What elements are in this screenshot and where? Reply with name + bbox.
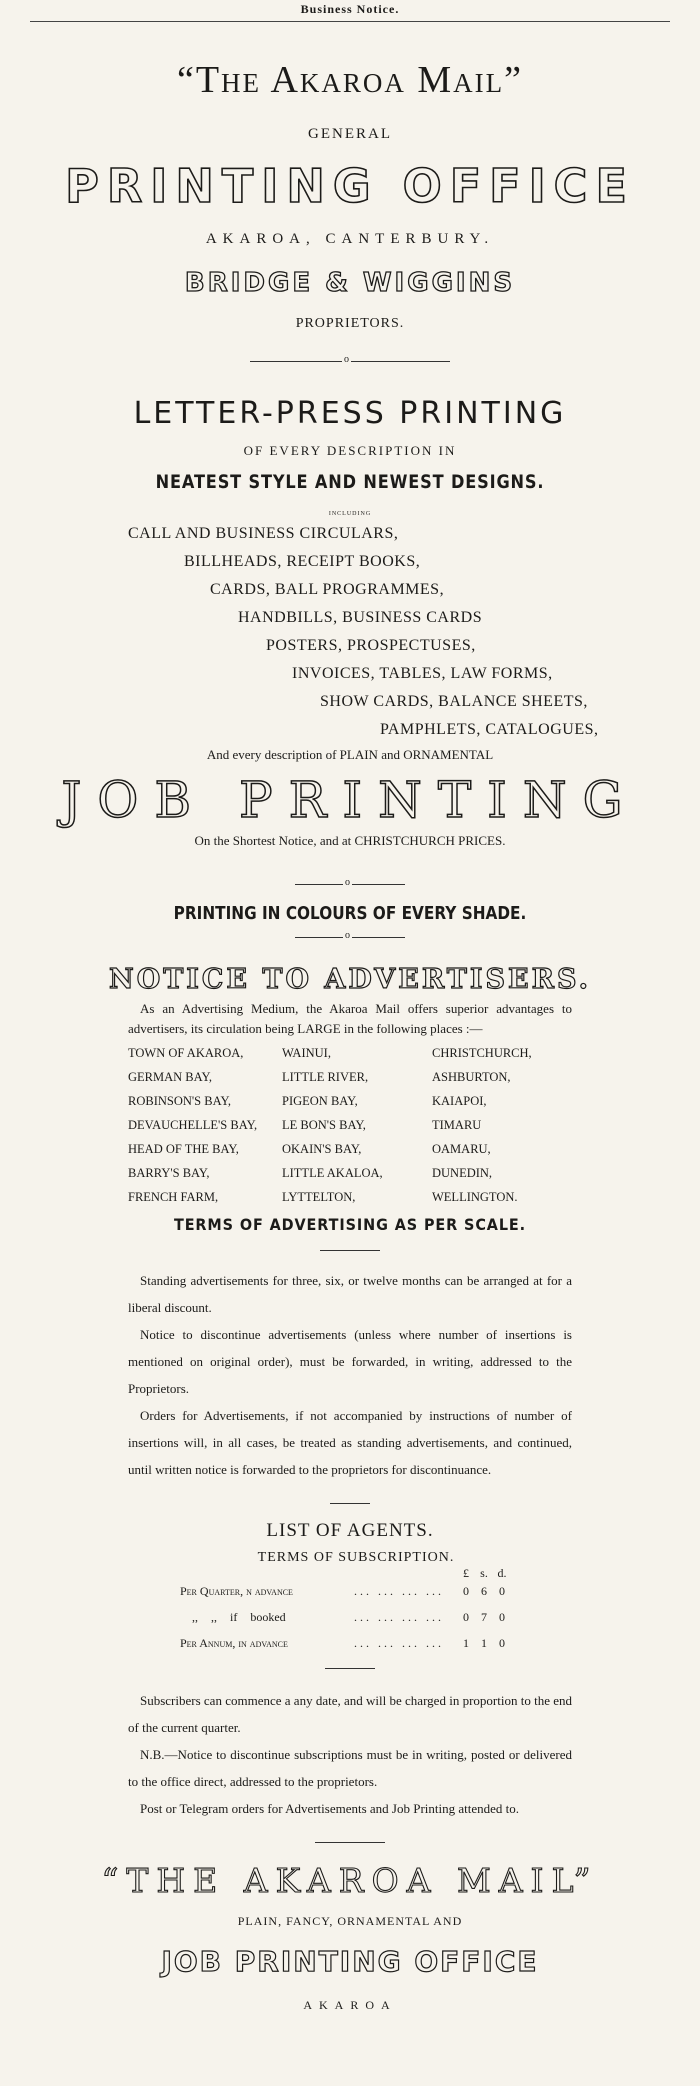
- post-orders-paragraph: Post or Telegram orders for Advertisements and Job Printing attended to.: [140, 1801, 520, 1816]
- page-header: Business Notice.: [300, 2, 400, 16]
- ornamental-rule: [250, 356, 450, 366]
- town-name: WELLINGTON.: [432, 1190, 518, 1204]
- leader-dots: ... ... ... ...: [354, 1636, 444, 1650]
- leader-dots: ... ... ... ...: [354, 1584, 444, 1598]
- footer-paper-title: “THE AKAROA MAIL”: [101, 1861, 599, 1900]
- town-column: [432, 1041, 532, 1209]
- terms-of-advertising: TERMS OF ADVERTISING AS PER SCALE.: [173, 1215, 527, 1234]
- town-name: BARRY'S BAY,: [128, 1166, 210, 1180]
- service-item: HANDBILLS, BUSINESS CARDS: [238, 609, 483, 626]
- pounds-header: £: [463, 1566, 469, 1580]
- rate-row: [180, 1610, 540, 1632]
- rate-label: ,, ,, if booked: [192, 1610, 286, 1624]
- rule-mark: o: [345, 877, 350, 888]
- town-name: CHRISTCHURCH,: [432, 1046, 532, 1060]
- service-item: POSTERS, PROSPECTUSES,: [266, 637, 476, 654]
- rate-shillings: 7: [481, 1610, 487, 1624]
- town-name: WAINUI,: [282, 1046, 331, 1060]
- proprietors-label: PROPRIETORS.: [295, 316, 405, 331]
- footer-place: AKAROA: [303, 1998, 397, 2012]
- town-name: DEVAUCHELLE'S BAY,: [128, 1118, 258, 1132]
- subscribers-paragraph: Subscribers can commence a any date, and will be charged in proportion to the end of the current quarter.: [128, 1693, 572, 1735]
- rate-pence: 0: [499, 1610, 505, 1624]
- colours-line: PRINTING IN COLOURS OF EVERY SHADE.: [173, 903, 527, 924]
- rate-pence: 0: [499, 1636, 505, 1650]
- nb-paragraph: N.B.—Notice to discontinue subscriptions must be in writing, posted or delivered to the office direct, addressed to the proprietors.: [128, 1747, 572, 1789]
- rate-label: Per Annum, in advance: [180, 1636, 288, 1650]
- town-name: ROBINSON'S BAY,: [128, 1094, 231, 1108]
- firm-name: BRIDGE & WIGGINS: [184, 268, 516, 298]
- rate-row: [180, 1636, 540, 1658]
- discontinue-paragraph: Notice to discontinue advertisements (unless where number of insertions is mentioned on original order), must be forwarded, in writing, addressed to the Proprietors.: [128, 1327, 572, 1396]
- shillings-header: s.: [480, 1566, 488, 1580]
- service-item: CARDS, BALL PROGRAMMES,: [210, 581, 445, 598]
- town-name: PIGEON BAY,: [282, 1094, 358, 1108]
- town-name: LITTLE AKALOA,: [282, 1166, 383, 1180]
- rule-mark: o: [344, 354, 349, 365]
- town-name: LE BON'S BAY,: [282, 1118, 366, 1132]
- rate-pounds: 1: [463, 1636, 469, 1650]
- rate-shillings: 1: [481, 1636, 487, 1650]
- letterpress-heading: LETTER-PRESS PRINTING: [133, 396, 567, 431]
- place-line: AKAROA, CANTERBURY.: [205, 231, 495, 247]
- every-description-line: OF EVERY DESCRIPTION IN: [243, 443, 457, 458]
- job-printing-office-heading: JOB PRINTING OFFICE: [161, 1945, 539, 1978]
- service-list: [0, 525, 700, 741]
- printing-office-heading: PRINTING OFFICE: [65, 159, 635, 213]
- ornamental-rule: [295, 879, 405, 889]
- job-printing-heading: JOB PRINTING: [61, 771, 639, 829]
- rate-pence: 0: [499, 1584, 505, 1598]
- rate-pounds: 0: [463, 1584, 469, 1598]
- neatest-style-line: NEATEST STYLE AND NEWEST DESIGNS.: [155, 471, 545, 493]
- section-divider: [325, 1668, 375, 1669]
- pence-header: d.: [497, 1566, 507, 1580]
- town-name: TIMARU: [432, 1118, 482, 1132]
- list-of-agents-heading: LIST OF AGENTS.: [266, 1520, 434, 1541]
- section-divider: [320, 1250, 380, 1251]
- subscription-table: [180, 1566, 540, 1664]
- town-name: LYTTELTON,: [282, 1190, 356, 1204]
- town-name: DUNEDIN,: [432, 1166, 493, 1180]
- terms-of-subscription-heading: TERMS OF SUBSCRIPTION.: [257, 1550, 455, 1565]
- leader-dots: ... ... ... ...: [354, 1610, 444, 1624]
- town-column: [282, 1041, 383, 1209]
- town-list: [128, 1041, 578, 1209]
- shortest-notice-line: On the Shortest Notice, and at CHRISTCHURCH PRICES.: [194, 833, 506, 848]
- every-description-plain: And every description of PLAIN and ORNAMENTAL: [206, 747, 494, 762]
- town-name: GERMAN BAY,: [128, 1070, 213, 1084]
- rate-row: [180, 1584, 540, 1606]
- town-column: [128, 1041, 257, 1209]
- service-item: PAMPHLETS, CATALOGUES,: [380, 721, 599, 738]
- plain-fancy-line: PLAIN, FANCY, ORNAMENTAL AND: [237, 1914, 463, 1928]
- town-name: OKAIN'S BAY,: [282, 1142, 362, 1156]
- town-name: LITTLE RIVER,: [282, 1070, 369, 1084]
- including-label: including: [328, 507, 372, 517]
- town-name: HEAD OF THE BAY,: [128, 1142, 239, 1156]
- notice-heading: NOTICE TO ADVERTISERS.: [109, 964, 591, 995]
- section-divider: [315, 1842, 385, 1843]
- rate-pounds: 0: [463, 1610, 469, 1624]
- rule-mark: o: [345, 930, 350, 941]
- service-item: CALL AND BUSINESS CIRCULARS,: [128, 525, 399, 542]
- town-name: FRENCH FARM,: [128, 1190, 219, 1204]
- service-item: BILLHEADS, RECEIPT BOOKS,: [184, 553, 421, 570]
- rate-shillings: 6: [481, 1584, 487, 1598]
- general-label: GENERAL: [308, 126, 392, 142]
- service-item: INVOICES, TABLES, LAW FORMS,: [292, 665, 553, 682]
- paper-title: “The Akaroa Mail”: [176, 59, 524, 101]
- standing-ads-paragraph: Standing advertisements for three, six, or twelve months can be arranged at for a liberal discount.: [128, 1273, 572, 1315]
- town-name: KAIAPOI,: [432, 1094, 487, 1108]
- town-name: TOWN OF AKAROA,: [128, 1046, 244, 1060]
- ornamental-rule: [295, 932, 405, 942]
- service-item: SHOW CARDS, BALANCE SHEETS,: [320, 693, 588, 710]
- section-divider: [330, 1503, 370, 1504]
- advertisers-intro: As an Advertising Medium, the Akaroa Mail offers superior advantages to advertisers, its circulation being LARGE in the following places :—: [128, 1001, 572, 1036]
- town-name: ASHBURTON,: [432, 1070, 511, 1084]
- orders-paragraph: Orders for Advertisements, if not accompanied by instructions of number of insertions will, in all cases, be treated as standing advertisements, and continued, until written notice is forwarded to the proprietors for discontinuance.: [128, 1408, 572, 1477]
- header-rule: [30, 21, 670, 22]
- rate-label: Per Quarter, n advance: [180, 1584, 293, 1598]
- town-name: OAMARU,: [432, 1142, 491, 1156]
